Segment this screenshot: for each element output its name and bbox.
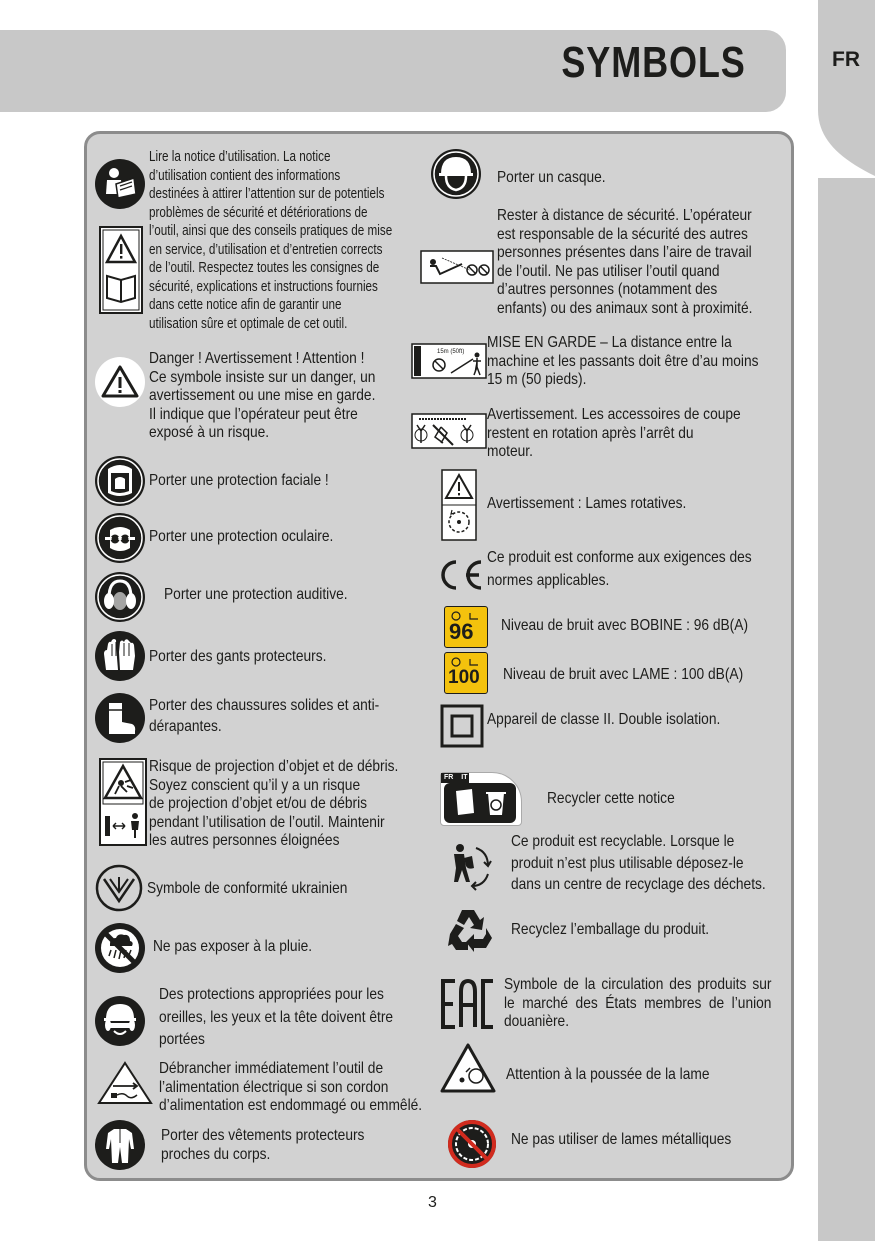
recyclable-product-text: Ce produit est recyclable. Lorsque le produit n’est plus utilisable déposez-le dans un centre de recyclage des déchets. — [511, 833, 766, 893]
no-rain-text: Ne pas exposer à la pluie. — [153, 938, 313, 955]
projection-risk-text: Risque de projection d’objet et de débris. Soyez conscient qu’il y a un risque de projection d’objet et/ou de débris pendant l’utilisation de l’outil. Maintenir les autres personnes éloignées — [149, 758, 399, 849]
class-ii-icon — [440, 704, 484, 748]
no-metal-blades-text: Ne pas utiliser de lames métalliques — [511, 1131, 732, 1148]
eac-text: Symbole de la circulation des produits sur le marché des États membres de l’union douanière. — [504, 976, 772, 1030]
head-protection-text: Des protections appropriées pour les oreilles, les yeux et la tête doivent être portées — [159, 986, 394, 1048]
ukraine-conformity-icon — [94, 863, 144, 913]
helmet-text: Porter un casque. — [497, 169, 606, 186]
noise-100-icon — [444, 652, 488, 694]
noise-blade-text: Niveau de bruit avec LAME : 100 dB(A) — [503, 666, 744, 683]
noise-96-value: 96 — [449, 619, 474, 644]
page-title: SYMBOLS — [561, 38, 746, 87]
class-ii-text: Appareil de classe II. Double isolation. — [487, 711, 721, 728]
helmet-icon — [430, 148, 482, 200]
warning-text: Danger ! Avertissement ! Attention ! Ce symbole insiste sur un danger, un avertissement ou une mise en garde. Il indique que l’opérateur peut être exposé à un risque. — [149, 350, 376, 441]
head-protection-icon — [94, 995, 146, 1047]
no-metal-blades-icon — [446, 1118, 498, 1170]
eye-protection-text: Porter une protection oculaire. — [149, 528, 334, 545]
face-shield-icon — [94, 455, 146, 507]
recycle-packaging-icon — [444, 906, 494, 954]
read-manual-icon — [94, 158, 146, 210]
rotating-blades-text: Avertissement : Lames rotatives. — [487, 495, 687, 512]
recycle-notice-text: Recycler cette notice — [547, 790, 675, 807]
protective-clothing-text: Porter des vêtements protecteurs proches du corps. — [161, 1127, 365, 1163]
language-tab — [818, 0, 875, 1241]
notice-language-tags — [441, 773, 469, 783]
warning-triangle-icon — [94, 356, 146, 408]
projection-risk-icon — [99, 758, 147, 846]
blade-thrust-text: Attention à la poussée de la lame — [506, 1066, 710, 1083]
hearing-protection-text: Porter une protection auditive. — [164, 586, 348, 603]
unplug-damaged-cord-icon — [97, 1060, 153, 1106]
goggles-icon — [94, 512, 146, 564]
gloves-text: Porter des gants protecteurs. — [149, 648, 327, 665]
safety-distance-icon — [420, 250, 494, 284]
manual-warning-sign-icon — [99, 226, 143, 314]
recycle-packaging-text: Recyclez l’emballage du produit. — [511, 921, 710, 938]
rotating-blades-icon — [441, 469, 477, 541]
page-number: 3 — [428, 1194, 437, 1211]
language-tab-curve — [818, 108, 875, 178]
ce-mark-icon — [436, 559, 486, 591]
distance-15m-icon — [411, 343, 487, 379]
safety-distance-text: Rester à distance de sécurité. L’opérateur est responsable de la sécurité des autres personnes présentes dans l’aire de travail de l’outil. Ne pas utiliser l’outil quand d’autres personnes (notamment des enfants) ou des animaux sont à proximité. — [497, 207, 753, 317]
ce-text: Ce produit est conforme aux exigences des normes applicables. — [487, 549, 752, 589]
ukraine-conformity-text: Symbole de conformité ukrainien — [147, 880, 348, 897]
noise-spool-text: Niveau de bruit avec BOBINE : 96 dB(A) — [501, 617, 749, 634]
ear-protection-icon — [94, 571, 146, 623]
notice-language-tag: FR — [444, 774, 454, 781]
protective-suit-icon — [94, 1119, 146, 1171]
rotating-accessories-icon — [411, 413, 487, 449]
boots-icon — [94, 692, 146, 744]
distance-sign-label: 15m (50ft) — [437, 349, 465, 355]
unplug-cord-text: Débrancher immédiatement l’outil de l’alimentation électrique si son cordon d’alimentation est endommagé ou emmêlé. — [159, 1060, 423, 1114]
notice-recycle-glyph — [444, 783, 516, 823]
no-rain-icon — [94, 922, 146, 974]
boots-text: Porter des chaussures solides et anti- dérapantes. — [149, 697, 380, 735]
gloves-icon — [94, 630, 146, 682]
language-code: FR — [832, 48, 860, 71]
manual-text: Lire la notice d’utilisation. La notice d’utilisation contient des informations destinées à attirer l’attention sur de potentiels problèmes de sécurité et détériorations de l’outil, ainsi que des conseils pratiques de mise en service, d’utilisation et d’entretien corrects de l’outil. Respectez toutes les consignes de sécurité, explications et instructions fournies dans cette notice afin de garantir une utilisation sûre et optimale de cet outil. — [149, 148, 393, 332]
notice-language-tag: IT — [461, 774, 468, 781]
face-protection-text: Porter une protection faciale ! — [149, 472, 329, 489]
noise-96-icon — [444, 606, 488, 648]
rotating-accessories-text: Avertissement. Les accessoires de coupe restent en rotation après l’arrêt du moteur. — [487, 406, 741, 460]
eac-mark-icon — [440, 978, 496, 1030]
recycle-notice-icon — [440, 772, 522, 826]
noise-100-value: 100 — [448, 667, 480, 688]
recyclable-product-icon — [440, 838, 494, 892]
distance-warning-text: MISE EN GARDE – La distance entre la machine et les passants doit être d’au moins 15 m (50 pieds). — [487, 334, 759, 388]
blade-thrust-icon — [440, 1042, 496, 1094]
header-bar — [0, 30, 786, 112]
